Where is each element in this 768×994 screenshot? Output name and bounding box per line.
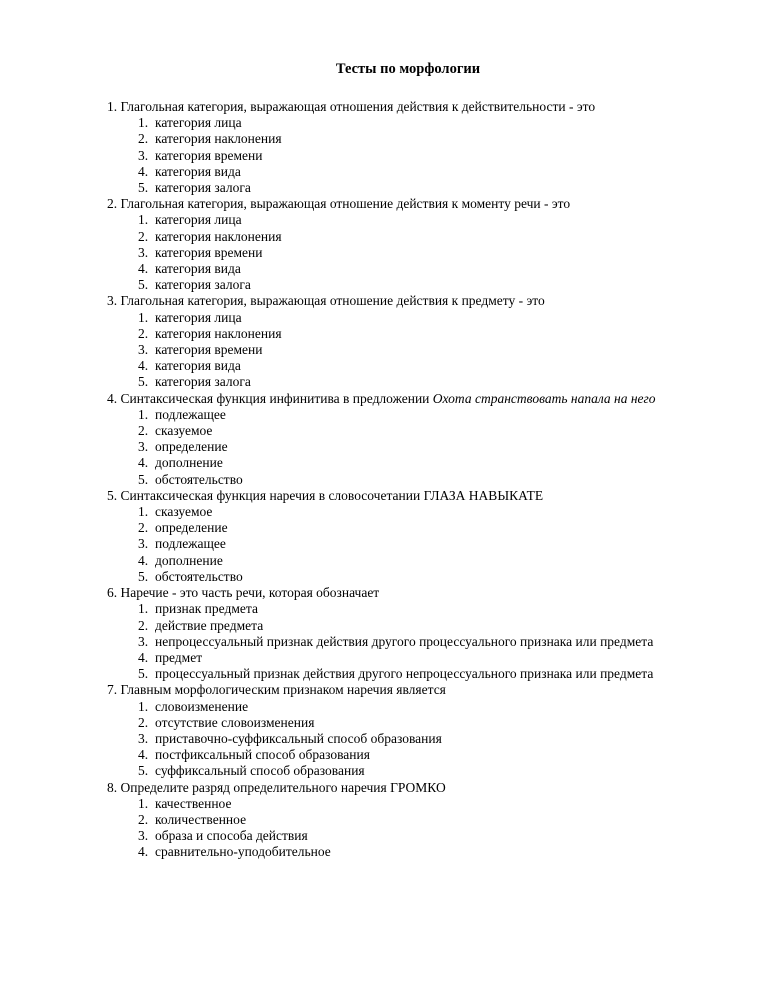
option-text: сравнительно-уподобительное: [155, 844, 331, 860]
option-text: дополнение: [155, 455, 223, 471]
options-list: [107, 796, 661, 861]
answer-option: [107, 747, 661, 763]
answer-option: [107, 148, 661, 164]
option-number: 4.: [138, 844, 149, 860]
question-line: [107, 196, 661, 212]
option-text: категория времени: [155, 244, 263, 260]
answer-option: [107, 536, 661, 552]
question-block: [107, 682, 661, 779]
option-number: 1.: [138, 309, 149, 325]
option-number: 1.: [138, 115, 149, 131]
option-number: 1.: [138, 406, 149, 422]
question-block: [107, 585, 661, 682]
option-number: 4.: [138, 552, 149, 568]
question-line: [107, 293, 661, 309]
option-number: 4.: [138, 649, 149, 665]
answer-option: [107, 844, 661, 860]
questions-list: [107, 99, 661, 861]
option-text: словоизменение: [155, 698, 249, 714]
answer-option: [107, 326, 661, 342]
option-text: приставочно-суффиксальный способ образования: [155, 730, 442, 746]
options-list: [107, 407, 661, 488]
option-number: 4.: [138, 747, 149, 763]
option-number: 3.: [138, 244, 149, 260]
option-number: 5.: [138, 180, 149, 196]
option-text: сказуемое: [155, 423, 213, 439]
option-text: обстоятельство: [155, 471, 243, 487]
option-number: 2.: [138, 325, 149, 341]
question-block: [107, 780, 661, 861]
question-block: [107, 293, 661, 390]
option-number: 4.: [138, 163, 149, 179]
option-number: 5.: [138, 666, 149, 682]
option-number: 5.: [138, 568, 149, 584]
option-number: 1.: [138, 698, 149, 714]
answer-option: [107, 699, 661, 715]
option-number: 1.: [138, 795, 149, 811]
answer-option: [107, 261, 661, 277]
answer-option: [107, 812, 661, 828]
option-text: категория наклонения: [155, 325, 282, 341]
option-text: сказуемое: [155, 504, 213, 520]
option-text: категория наклонения: [155, 228, 282, 244]
answer-option: [107, 212, 661, 228]
question-block: [107, 196, 661, 293]
answer-option: [107, 553, 661, 569]
option-text: категория лица: [155, 309, 242, 325]
answer-option: [107, 634, 661, 650]
option-number: 2.: [138, 811, 149, 827]
answer-option: [107, 504, 661, 520]
question-text: Синтаксическая функция инфинитива в предложении: [120, 390, 430, 406]
answer-option: [107, 715, 661, 731]
option-number: 3.: [138, 730, 149, 746]
option-number: 3.: [138, 536, 149, 552]
option-number: 2.: [138, 520, 149, 536]
answer-option: [107, 828, 661, 844]
answer-option: [107, 650, 661, 666]
question-line: [107, 585, 661, 601]
option-number: 2.: [138, 228, 149, 244]
question-text: Синтаксическая функция наречия в словосочетании ГЛАЗА НАВЫКАТЕ: [120, 487, 544, 503]
answer-option: [107, 407, 661, 423]
option-number: 5.: [138, 763, 149, 779]
options-list: [107, 115, 661, 196]
question-number: 5.: [107, 487, 118, 503]
option-text: подлежащее: [155, 536, 226, 552]
option-text: суффиксальный способ образования: [155, 763, 365, 779]
option-number: 5.: [138, 277, 149, 293]
question-number: 4.: [107, 390, 118, 406]
question-text: Наречие - это часть речи, которая обозначает: [120, 585, 380, 601]
answer-option: [107, 618, 661, 634]
answer-option: [107, 731, 661, 747]
option-text: категория лица: [155, 115, 242, 131]
option-number: 3.: [138, 828, 149, 844]
options-list: [107, 212, 661, 293]
option-number: 2.: [138, 617, 149, 633]
option-number: 1.: [138, 601, 149, 617]
answer-option: [107, 601, 661, 617]
option-number: 5.: [138, 374, 149, 390]
answer-option: [107, 115, 661, 131]
question-number: 3.: [107, 293, 118, 309]
question-block: [107, 99, 661, 196]
question-number: 8.: [107, 779, 118, 795]
answer-option: [107, 569, 661, 585]
option-text: отсутствие словоизменения: [155, 714, 315, 730]
option-text: обстоятельство: [155, 568, 243, 584]
option-number: 4.: [138, 261, 149, 277]
option-text: дополнение: [155, 552, 223, 568]
question-number: 1.: [107, 99, 118, 114]
option-text: категория вида: [155, 358, 241, 374]
option-number: 4.: [138, 358, 149, 374]
option-text: определение: [155, 520, 228, 536]
answer-option: [107, 358, 661, 374]
answer-option: [107, 423, 661, 439]
option-number: 3.: [138, 439, 149, 455]
answer-option: [107, 342, 661, 358]
document-title: Тесты по морфологии: [335, 61, 481, 77]
option-text: качественное: [155, 795, 232, 811]
option-text: категория лица: [155, 212, 242, 228]
question-text: Главным морфологическим признаком наречия является: [120, 682, 446, 698]
option-text: постфиксальный способ образования: [155, 747, 370, 763]
answer-option: [107, 164, 661, 180]
answer-option: [107, 520, 661, 536]
question-text-italic: Охота странствовать напала на него: [432, 390, 656, 406]
question-block: [107, 488, 661, 585]
answer-option: [107, 245, 661, 261]
option-number: 3.: [138, 147, 149, 163]
options-list: [107, 504, 661, 585]
question-text: Глагольная категория, выражающая отношение действия к моменту речи - это: [120, 196, 571, 212]
answer-option: [107, 131, 661, 147]
question-line: [107, 488, 661, 504]
option-number: 3.: [138, 342, 149, 358]
options-list: [107, 699, 661, 780]
option-number: 4.: [138, 455, 149, 471]
question-line: [107, 780, 661, 796]
question-line: [107, 99, 661, 115]
option-number: 5.: [138, 471, 149, 487]
option-text: категория времени: [155, 342, 263, 358]
option-number: 1.: [138, 504, 149, 520]
option-text: действие предмета: [155, 617, 264, 633]
option-text: подлежащее: [155, 406, 226, 422]
answer-option: [107, 763, 661, 779]
answer-option: [107, 277, 661, 293]
option-number: 1.: [138, 212, 149, 228]
question-text: Глагольная категория, выражающая отношения действия к действительности - это: [120, 99, 596, 114]
option-number: 2.: [138, 423, 149, 439]
option-text: определение: [155, 439, 228, 455]
answer-option: [107, 180, 661, 196]
option-text: категория залога: [155, 374, 251, 390]
answer-option: [107, 374, 661, 390]
answer-option: [107, 310, 661, 326]
question-number: 2.: [107, 196, 118, 212]
option-text: категория залога: [155, 277, 251, 293]
question-text: Глагольная категория, выражающая отношение действия к предмету - это: [120, 293, 545, 309]
question-number: 6.: [107, 585, 118, 601]
question-line: [107, 682, 661, 698]
option-text: категория вида: [155, 163, 241, 179]
option-text: количественное: [155, 811, 247, 827]
option-text: процессуальный признак действия другого непроцессуального признака или предмета: [155, 666, 654, 682]
options-list: [107, 310, 661, 391]
option-text: категория вида: [155, 261, 241, 277]
option-number: 2.: [138, 131, 149, 147]
answer-option: [107, 439, 661, 455]
option-text: категория наклонения: [155, 131, 282, 147]
option-text: категория залога: [155, 180, 251, 196]
answer-option: [107, 666, 661, 682]
question-block: [107, 391, 661, 488]
question-text: Определите разряд определительного наречия ГРОМКО: [120, 779, 446, 795]
answer-option: [107, 229, 661, 245]
answer-option: [107, 472, 661, 488]
option-text: непроцессуальный признак действия другого процессуального признака или предмета: [155, 633, 654, 649]
question-number: 7.: [107, 682, 118, 698]
option-text: предмет: [155, 649, 203, 665]
question-line: [107, 391, 661, 407]
option-text: образа и способа действия: [155, 828, 308, 844]
option-text: категория времени: [155, 147, 263, 163]
answer-option: [107, 796, 661, 812]
answer-option: [107, 455, 661, 471]
option-number: 2.: [138, 714, 149, 730]
options-list: [107, 601, 661, 682]
option-text: признак предмета: [155, 601, 258, 617]
option-number: 3.: [138, 633, 149, 649]
